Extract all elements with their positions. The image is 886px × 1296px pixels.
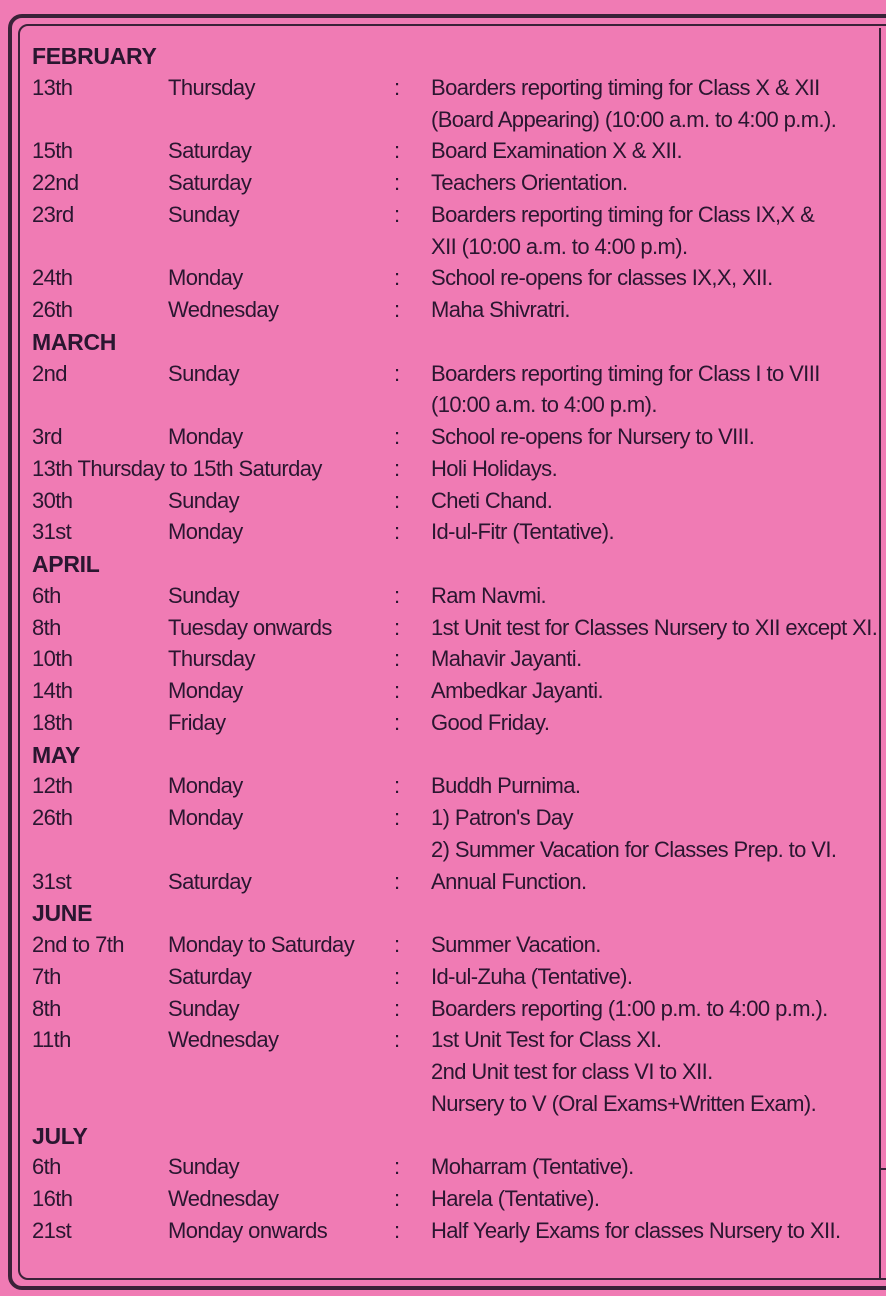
entry-day: Saturday: [168, 868, 252, 894]
month-heading: APRIL: [32, 551, 100, 577]
entry-date: 2nd to 7th: [32, 932, 124, 957]
entry-separator: :: [394, 265, 400, 291]
entry-separator: :: [394, 1027, 400, 1053]
right-rule-tick: [879, 1168, 886, 1170]
entry-separator: :: [394, 963, 400, 989]
entry-description: Id-ul-Fitr (Tentative).: [431, 519, 615, 545]
entry-day: Wednesday: [168, 297, 279, 322]
entry-description: 1st Unit Test for Class XI.: [431, 1027, 662, 1053]
entry-separator: :: [394, 297, 400, 322]
entry-day: Monday: [168, 773, 243, 799]
entry-day: Sunday: [168, 995, 240, 1021]
entry-description: Half Yearly Exams for classes Nursery to XII.: [431, 1217, 841, 1243]
entry-day: Thursday: [168, 646, 255, 672]
entry-day: Sunday: [168, 1154, 240, 1180]
entry-day: Saturday: [168, 170, 252, 195]
entry-separator: :: [394, 519, 400, 545]
entry-separator: :: [394, 487, 400, 513]
entry-date: 12th: [32, 773, 73, 799]
entry-day: Monday: [168, 678, 243, 703]
entry-separator: :: [394, 709, 400, 735]
entry-date: 18th: [32, 709, 73, 735]
entry-description: XII (10:00 a.m. to 4:00 p.m).: [431, 233, 688, 259]
entry-day: Saturday: [168, 138, 252, 164]
entry-description: 1) Patron's Day: [431, 805, 573, 830]
entry-date: 24th: [32, 265, 73, 291]
entry-separator: :: [394, 582, 400, 608]
entry-day: Saturday: [168, 963, 252, 989]
entry-date: 10th: [32, 646, 73, 672]
entry-description: Moharram (Tentative).: [431, 1154, 634, 1180]
entry-separator: :: [394, 360, 400, 386]
entry-date: 6th: [32, 582, 61, 608]
entry-date: 3rd: [32, 424, 62, 449]
entry-description: Boarders reporting timing for Class I to VIII: [431, 360, 820, 386]
entry-day: Tuesday onwards: [168, 614, 332, 640]
entry-date: 8th: [32, 614, 61, 640]
entry-date: 31st: [32, 868, 72, 894]
entry-description: 1st Unit test for Classes Nursery to XII except XI.: [431, 614, 878, 640]
entry-separator: :: [394, 138, 400, 164]
entry-separator: :: [394, 805, 400, 830]
entry-description: Teachers Orientation.: [431, 170, 628, 195]
entry-date: 13th Thursday to 15th Saturday: [32, 455, 322, 481]
entry-day: Monday to Saturday: [168, 932, 355, 957]
entry-separator: :: [394, 614, 400, 640]
entry-day: Monday: [168, 265, 243, 291]
entry-day: Wednesday: [168, 1186, 279, 1211]
entry-description: Boarders reporting timing for Class X & XII: [431, 74, 820, 100]
entry-description: Nursery to V (Oral Exams+Written Exam).: [431, 1090, 817, 1116]
entry-separator: :: [394, 424, 400, 449]
entry-description: Harela (Tentative).: [431, 1186, 600, 1211]
entry-day: Sunday: [168, 487, 240, 513]
entry-date: 31st: [32, 519, 72, 545]
entry-description: (Board Appearing) (10:00 a.m. to 4:00 p.m.).: [431, 106, 837, 132]
right-rule: [879, 28, 881, 1278]
entry-date: 21st: [32, 1217, 72, 1243]
entry-description: Annual Function.: [431, 868, 587, 894]
entry-date: 13th: [32, 74, 73, 100]
entry-day: Monday onwards: [168, 1217, 328, 1243]
entry-date: 23rd: [32, 201, 74, 227]
entry-separator: :: [394, 74, 400, 100]
entry-separator: :: [394, 646, 400, 672]
entry-day: Friday: [168, 709, 226, 735]
month-heading: MARCH: [32, 328, 117, 355]
month-heading: JUNE: [32, 900, 93, 927]
entry-description: Holi Holidays.: [431, 455, 558, 481]
entry-day: Monday: [168, 424, 243, 449]
entry-date: 7th: [32, 963, 61, 989]
entry-separator: :: [394, 773, 400, 799]
entry-description: Board Examination X & XII.: [431, 138, 682, 164]
month-heading: JULY: [32, 1122, 88, 1149]
entry-description: Mahavir Jayanti.: [431, 646, 582, 672]
entry-date: 14th: [32, 678, 73, 703]
month-heading: FEBRUARY: [32, 43, 157, 69]
entry-description: Ram Navmi.: [431, 582, 547, 608]
entry-date: 30th: [32, 487, 73, 513]
entry-description: Summer Vacation.: [431, 932, 601, 957]
entry-date: 15th: [32, 138, 73, 164]
entry-description: Maha Shivratri.: [431, 297, 570, 322]
entry-description: Cheti Chand.: [431, 487, 553, 513]
entry-description: 2) Summer Vacation for Classes Prep. to VI.: [431, 836, 837, 862]
entry-day: Monday: [168, 519, 243, 545]
entry-date: 22nd: [32, 170, 79, 195]
entry-description: Boarders reporting timing for Class IX,X &: [431, 201, 815, 227]
entry-date: 11th: [32, 1027, 71, 1053]
entry-description: Boarders reporting (1:00 p.m. to 4:00 p.m.).: [431, 995, 828, 1021]
entry-date: 2nd: [32, 360, 67, 386]
entry-description: Good Friday.: [431, 709, 550, 735]
entry-description: Id-ul-Zuha (Tentative).: [431, 963, 633, 989]
entry-description: Buddh Purnima.: [431, 773, 581, 799]
entry-separator: :: [394, 170, 400, 195]
entry-date: 16th: [32, 1186, 73, 1211]
entry-date: 26th: [32, 297, 73, 322]
entry-day: Sunday: [168, 360, 240, 386]
entry-separator: :: [394, 678, 400, 703]
entry-date: 8th: [32, 995, 61, 1021]
entry-day: Wednesday: [168, 1027, 279, 1053]
entry-separator: :: [394, 868, 400, 894]
entry-description: (10:00 a.m. to 4:00 p.m).: [431, 392, 657, 418]
entry-separator: :: [394, 932, 400, 957]
entry-day: Thursday: [168, 74, 255, 100]
entry-separator: :: [394, 1217, 400, 1243]
entry-separator: :: [394, 201, 400, 227]
month-heading: MAY: [32, 741, 81, 768]
entry-description: 2nd Unit test for class VI to XII.: [431, 1059, 713, 1084]
entry-day: Sunday: [168, 582, 240, 608]
entry-separator: :: [394, 1186, 400, 1211]
entry-separator: :: [394, 455, 400, 481]
entry-day: Sunday: [168, 201, 240, 227]
entry-separator: :: [394, 1154, 400, 1180]
entry-date: 6th: [32, 1154, 61, 1180]
entry-day: Monday: [168, 805, 243, 830]
entry-separator: :: [394, 995, 400, 1021]
entry-description: School re-opens for classes IX,X, XII.: [431, 265, 773, 291]
entry-description: School re-opens for Nursery to VIII.: [431, 424, 755, 449]
entry-description: Ambedkar Jayanti.: [431, 678, 603, 703]
entry-date: 26th: [32, 805, 73, 830]
